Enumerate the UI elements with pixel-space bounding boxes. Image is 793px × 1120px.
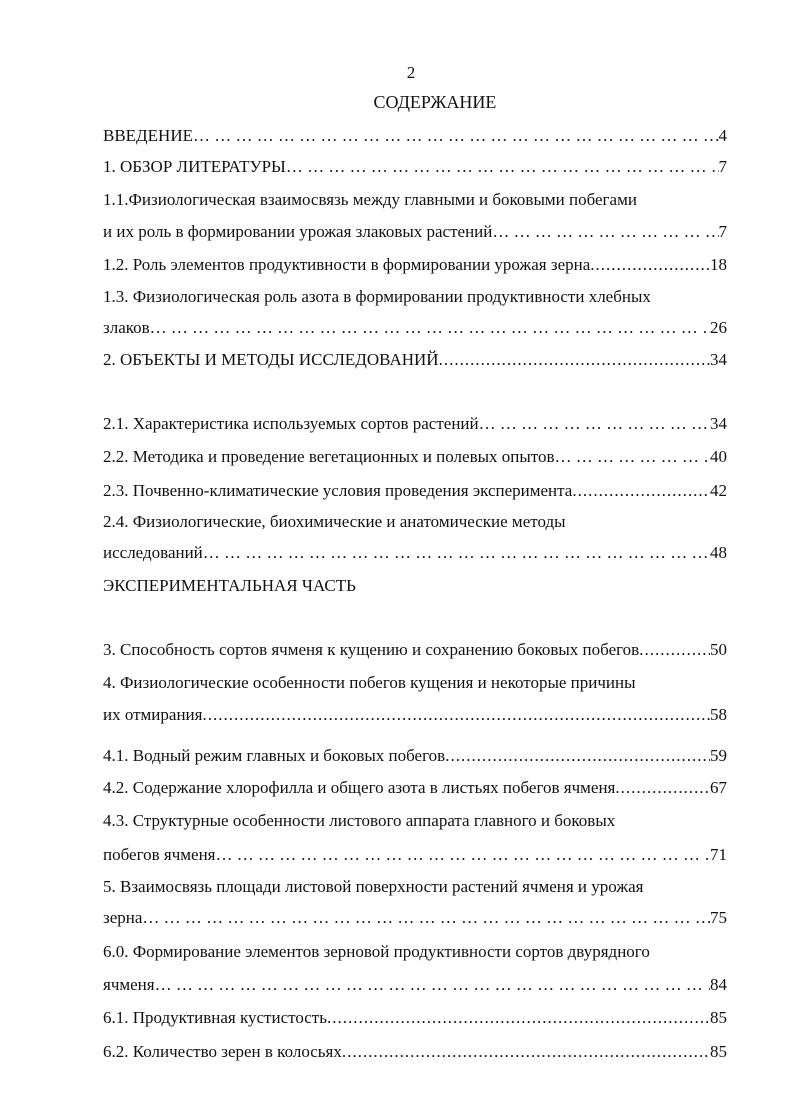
leader-dots <box>479 412 710 436</box>
toc-entry-page: 85 <box>710 1008 727 1027</box>
toc-entry-page: 84 <box>710 975 727 994</box>
toc-entry-title: зерна <box>103 908 143 927</box>
leader-dots <box>327 1006 710 1030</box>
toc-entry-title: 1.3. Физиологическая роль азота в формировании продуктивности хлебных <box>103 287 651 306</box>
toc-entry <box>103 1006 727 1030</box>
toc-entry <box>103 973 727 997</box>
leader-dots <box>342 1040 710 1064</box>
toc-entry-page: 42 <box>710 481 727 500</box>
toc-entry-title: 6.0. Формирование элементов зерновой продуктивности сортов двурядного <box>103 942 650 961</box>
toc-entry-title: их отмирания <box>103 705 203 724</box>
leader-dots <box>555 445 710 469</box>
toc-entry-page: 34 <box>710 414 727 433</box>
toc-entry-title: 2.3. Почвенно-климатические условия проведения эксперимента <box>103 481 573 500</box>
leader-dots <box>590 253 710 277</box>
leader-dots <box>142 906 710 930</box>
toc-entry <box>103 541 727 565</box>
toc-entry-page: 7 <box>718 157 727 176</box>
toc-entry-title: 2.4. Физиологические, биохимические и анатомические методы <box>103 512 566 531</box>
toc-entry <box>103 445 727 469</box>
toc-entry <box>103 479 727 503</box>
toc-entry <box>103 316 727 340</box>
toc-entry <box>103 253 727 277</box>
toc-entry-title: 4.1. Водный режим главных и боковых побегов <box>103 746 446 765</box>
toc-entry <box>103 744 727 768</box>
toc-entry-page: 48 <box>710 543 727 562</box>
toc-entry-title: исследований <box>103 543 203 562</box>
toc-entry <box>103 638 727 662</box>
toc-entry <box>103 1040 727 1064</box>
toc-entry-title: 1. ОБЗОР ЛИТЕРАТУРЫ <box>103 157 286 176</box>
leader-dots <box>155 973 710 997</box>
toc-entry <box>103 220 727 244</box>
toc-entry-page: 59 <box>710 746 727 765</box>
leader-dots <box>193 124 719 148</box>
toc-entry <box>103 124 727 148</box>
toc-entry-page: 67 <box>710 778 727 797</box>
toc-entry-title: ВВЕДЕНИЕ <box>103 126 193 145</box>
toc-entry-page: 7 <box>718 222 727 241</box>
toc-entry <box>103 155 727 179</box>
toc-entry-title: злаков <box>103 318 150 337</box>
leader-dots <box>286 155 719 179</box>
toc-entry-title: 2.2. Методика и проведение вегетационных и полевых опытов <box>103 447 555 466</box>
toc-entry-title: 2.1. Характеристика используемых сортов растений <box>103 414 479 433</box>
toc-entry-page: 4 <box>718 126 727 145</box>
toc-entry-title: 6.1. Продуктивная кустистость <box>103 1008 327 1027</box>
toc-entry-page: 75 <box>710 908 727 927</box>
page-number: 2 <box>406 63 416 82</box>
toc-entry-title: 4.3. Структурные особенности листового аппарата главного и боковых <box>103 811 616 830</box>
toc-entry-page: 18 <box>710 255 727 274</box>
toc-entry <box>103 412 727 436</box>
toc-entry-title: и их роль в формировании урожая злаковых растений <box>103 222 493 241</box>
leader-dots <box>215 843 710 867</box>
leader-dots <box>439 348 710 372</box>
toc-entry-page: 58 <box>710 705 727 724</box>
toc-entry-page: 34 <box>710 350 727 369</box>
toc-entry-title: побегов ячменя <box>103 845 216 864</box>
page-title: СОДЕРЖАНИЕ <box>373 92 497 112</box>
toc-entry-page: 50 <box>710 640 727 659</box>
leader-dots <box>492 220 718 244</box>
toc-entry-title: 5. Взаимосвязь площади листовой поверхности растений ячменя и урожая <box>103 877 644 896</box>
toc-entry-page: 40 <box>710 447 727 466</box>
toc-entry-title: 6.2. Количество зерен в колосьях <box>103 1042 342 1061</box>
toc-entry-page: 85 <box>710 1042 727 1061</box>
toc-entry <box>103 348 727 372</box>
leader-dots <box>203 541 710 565</box>
toc-entry-title: 1.2. Роль элементов продуктивности в формировании урожая зерна <box>103 255 591 274</box>
section-heading: ЭКСПЕРИМЕНТАЛЬНАЯ ЧАСТЬ <box>103 576 356 595</box>
toc-entry-title: 2. ОБЪЕКТЫ И МЕТОДЫ ИССЛЕДОВАНИЙ <box>103 350 439 369</box>
leader-dots <box>202 703 710 727</box>
toc-entry-page: 71 <box>710 845 727 864</box>
leader-dots <box>572 479 710 503</box>
leader-dots <box>615 776 710 800</box>
toc-entry-title: 3. Способность сортов ячменя к кущению и сохранению боковых побегов <box>103 640 640 659</box>
toc-entry-page: 26 <box>710 318 727 337</box>
leader-dots <box>150 316 710 340</box>
toc-entry <box>103 776 727 800</box>
toc-entry <box>103 843 727 867</box>
leader-dots <box>445 744 710 768</box>
toc-entry-title: 4.2. Содержание хлорофилла и общего азота в листьях побегов ячменя <box>103 778 616 797</box>
toc-entry <box>103 906 727 930</box>
toc-entry-title: 4. Физиологические особенности побегов кущения и некоторые причины <box>103 673 636 692</box>
toc-entry-title: 1.1.Физиологическая взаимосвязь между главными и боковыми побегами <box>103 190 637 209</box>
toc-entry-title: ячменя <box>103 975 155 994</box>
toc-entry <box>103 703 727 727</box>
leader-dots <box>639 638 710 662</box>
